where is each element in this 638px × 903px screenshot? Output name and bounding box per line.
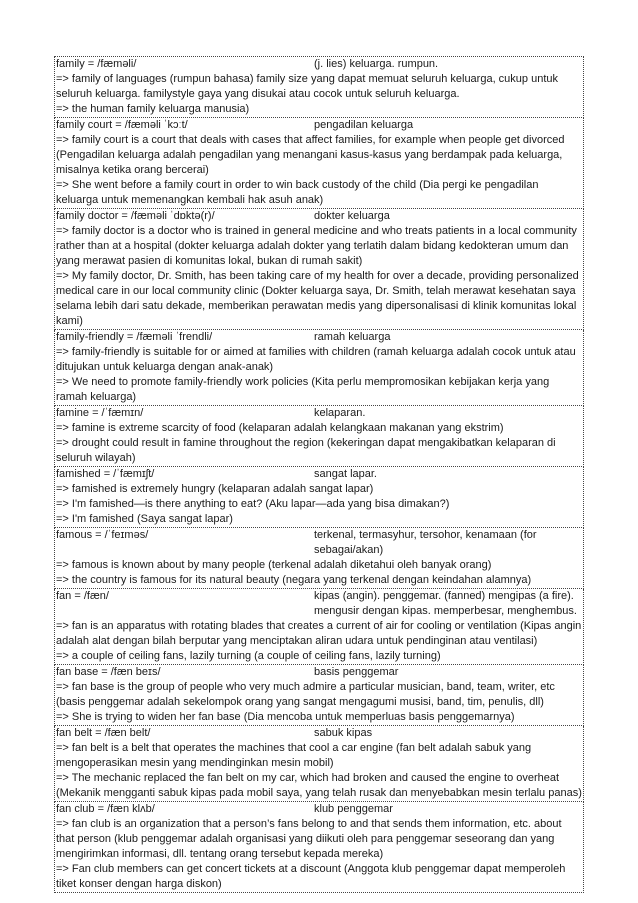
entry-line: => I'm famished (Saya sangat lapar) — [56, 513, 233, 525]
entry-gloss: sabuk kipas — [314, 727, 373, 739]
entry — [54, 209, 584, 330]
entry-gloss: sangat lapar. — [314, 468, 377, 480]
entry-line: => fan belt is a belt that operates the machines that cool a car engine (fan belt adalah sabuk yang mengoperasikan mesin yang mendinginkan mesin mobil) — [56, 742, 532, 769]
entry-gloss: kipas (angin). penggemar. (fanned) mengipas (a fire). mengusir dengan kipas. memperbesar, menghembus. — [314, 590, 577, 617]
entry-line: => famished is extremely hungry (kelaparan adalah sangat lapar) — [56, 483, 374, 495]
entry-heading — [56, 802, 582, 817]
entry-term: fan club = /fæn klʌb/ — [56, 803, 155, 815]
entry-line: => She is trying to widen her fan base (Dia mencoba untuk memperluas basis penggemarnya) — [56, 711, 515, 723]
entry-line: => We need to promote family-friendly work policies (Kita perlu mempromosikan kebijakan kerja yang ramah keluarga) — [56, 376, 550, 403]
entry-gloss: klub penggemar — [314, 803, 393, 815]
entry — [54, 406, 584, 467]
entry-heading — [56, 406, 582, 421]
entry-term: famine = /ˈfæmɪn/ — [56, 407, 144, 419]
entry — [54, 528, 584, 589]
entry — [54, 330, 584, 406]
entry — [54, 802, 584, 893]
entry-line: => drought could result in famine throughout the region (kekeringan dapat mengakibatkan kelaparan di seluruh wilayah) — [56, 437, 556, 464]
entry-term: famous = /ˈfeɪməs/ — [56, 529, 149, 541]
entry-gloss: (j. lies) keluarga. rumpun. — [314, 58, 439, 70]
entry-term: fan base = /fæn beɪs/ — [56, 666, 161, 678]
entry-line: => the human family keluarga manusia) — [56, 103, 250, 115]
entry-line: => She went before a family court in order to win back custody of the child (Dia pergi ke pengadilan keluarga untuk memenangkan kembali hak asuh anak) — [56, 179, 539, 206]
glossary-table — [54, 56, 584, 893]
entry-heading — [56, 57, 582, 72]
entry-heading — [56, 118, 582, 133]
entry-term: fan = /fæn/ — [56, 590, 109, 602]
entry-heading — [56, 665, 582, 680]
entry-line: => My family doctor, Dr. Smith, has been taking care of my health for over a decade, providing personalized medical care in our local community clinic (Dokter keluarga saya, Dr. Smith, telah merawat kesehatan saya selama lebih dari satu dekade, memberikan perawatan medis yang dipersonalisasi di klinik komunitas lokal kami) — [56, 270, 579, 327]
entry-line: => family-friendly is suitable for or aimed at families with children (ramah keluarga adalah cocok untuk atau ditujukan untuk keluarga dengan anak-anak) — [56, 346, 576, 373]
entry-term: fan belt = /fæn belt/ — [56, 727, 151, 739]
entry-heading — [56, 209, 582, 224]
entry-line: => fan club is an organization that a person’s fans belong to and that sends them information, etc. about that person (klub penggemar adalah organisasi yang diikuti oleh para penggemar seseorang dan yang mengirimkan informasi, dll. tentang orang tersebut kepada mereka) — [56, 818, 562, 860]
entry-term: famished = /ˈfæmɪʃt/ — [56, 468, 155, 480]
entry — [54, 726, 584, 802]
entry — [54, 665, 584, 726]
entry-gloss: ramah keluarga — [314, 331, 391, 343]
entry-line: => famine is extreme scarcity of food (kelaparan adalah kelangkaan makanan yang ekstrim) — [56, 422, 504, 434]
entry — [54, 467, 584, 528]
entry-line: => famous is known about by many people (terkenal adalah diketahui oleh banyak orang) — [56, 559, 492, 571]
entry-line: => The mechanic replaced the fan belt on my car, which had broken and caused the engine to overheat (Mekanik mengganti sabuk kipas pada mobil saya, yang telah rusak dan menyebabkan mesin terlalu panas) — [56, 772, 582, 799]
entry-term: family = /fæməli/ — [56, 58, 137, 70]
entry-line: => fan base is the group of people who very much admire a particular musician, band, team, writer, etc (basis penggemar adalah sekelompok orang yang sangat mengagumi musisi, band, tim, penulis, dll) — [56, 681, 555, 708]
entry-term: family-friendly = /fæməli ˈfrendli/ — [56, 331, 213, 343]
entry-heading — [56, 528, 582, 558]
entry-line: => family court is a court that deals with cases that affect families, for example when people get divorced (Pengadilan keluarga adalah pengadilan yang menangani kasus-kasus yang berdampak pada keluarga, misalnya ketika orang bercerai) — [56, 134, 565, 176]
entry-heading — [56, 330, 582, 345]
entry-line: => the country is famous for its natural beauty (negara yang terkenal dengan keindahan alamnya) — [56, 574, 532, 586]
entry-gloss: terkenal, termasyhur, tersohor, kenamaan (for sebagai/akan) — [314, 529, 537, 556]
entry-heading — [56, 726, 582, 741]
entry-line: => family of languages (rumpun bahasa) family size yang dapat memuat seluruh keluarga, cukup untuk seluruh keluarga. familystyle gaya yang disukai atau cocok untuk seluruh keluarga. — [56, 73, 559, 100]
entry-gloss: kelaparan. — [314, 407, 366, 419]
entry — [54, 118, 584, 209]
entry-line: => fan is an apparatus with rotating blades that creates a current of air for cooling or ventilation (Kipas angin adalah alat dengan bilah berputar yang menciptakan aliran udara untuk pendinginan atau ventilasi) — [56, 620, 582, 647]
entry-gloss: dokter keluarga — [314, 210, 390, 222]
entry-line: => family doctor is a doctor who is trained in general medicine and who treats patients in a local community rather than at a hospital (dokter keluarga adalah dokter yang terlatih dalam bidang kedokteran umum dan yang merawat pasien di komunitas lokal, bukan di rumah sakit) — [56, 225, 577, 267]
entry — [54, 589, 584, 665]
entry-line: => I'm famished—is there anything to eat? (Aku lapar—ada yang bisa dimakan?) — [56, 498, 450, 510]
entry-line: => Fan club members can get concert tickets at a discount (Anggota klub penggemar dapat memperoleh tiket konser dengan harga diskon) — [56, 863, 566, 890]
entry-term: family court = /fæməli ˈkɔːt/ — [56, 119, 188, 131]
entry-gloss: basis penggemar — [314, 666, 399, 678]
entry-term: family doctor = /fæməli ˈdɒktə(r)/ — [56, 210, 215, 222]
entry — [54, 56, 584, 118]
entry-heading — [56, 589, 582, 619]
entry-gloss: pengadilan keluarga — [314, 119, 414, 131]
entry-line: => a couple of ceiling fans, lazily turning (a couple of ceiling fans, lazily turning) — [56, 650, 441, 662]
entry-heading — [56, 467, 582, 482]
